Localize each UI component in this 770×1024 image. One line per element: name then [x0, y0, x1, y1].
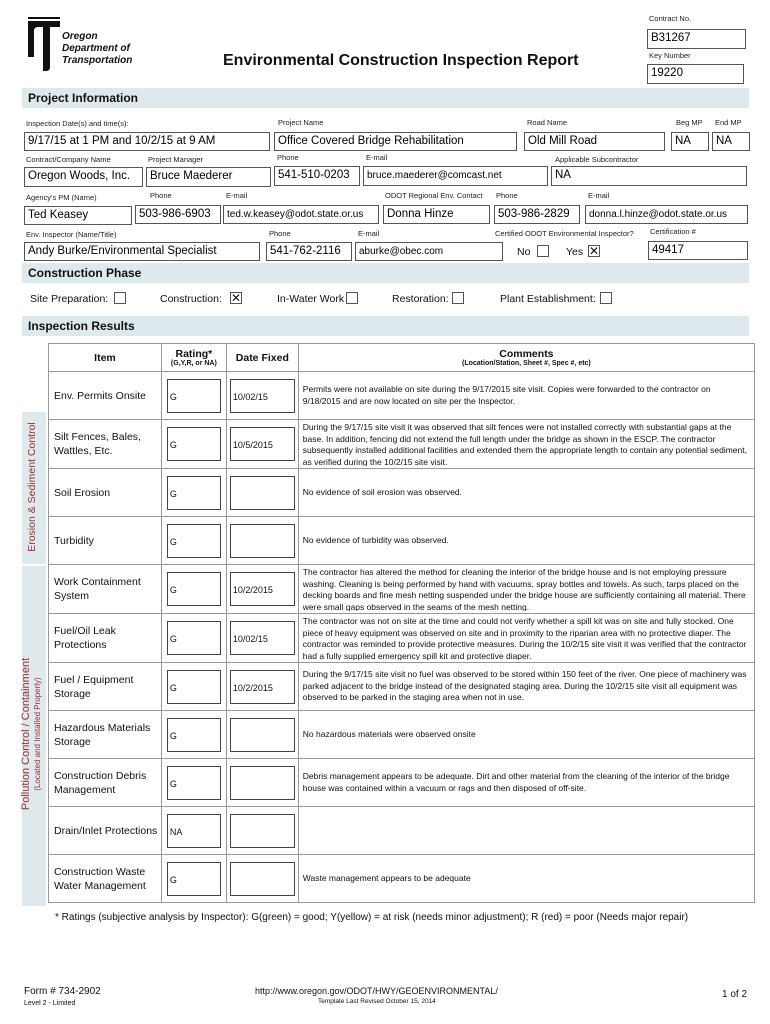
rating-field[interactable]: G: [167, 524, 221, 558]
rating-cell: [161, 807, 226, 855]
table-row: [49, 469, 755, 517]
rating-cell: [161, 855, 226, 903]
email1-field[interactable]: bruce.maederer@comcast.net: [363, 166, 548, 186]
email4-label: E-mail: [358, 229, 380, 238]
subcontractor-label: Applicable Subcontractor: [555, 155, 639, 164]
contractor-label: Contract/Company Name: [26, 155, 111, 164]
rating-cell: [161, 469, 226, 517]
table-row: [49, 372, 755, 420]
item-name: Soil Erosion: [49, 469, 162, 517]
col-item-header: Item: [49, 344, 162, 372]
agency-line: Oregon: [62, 31, 98, 42]
project-name-label: Project Name: [278, 118, 324, 127]
phase-construction-checkbox[interactable]: ✕: [231, 291, 242, 305]
email3-field[interactable]: donna.l.hinze@odot.state.or.us: [585, 205, 748, 224]
rating-cell: [161, 711, 226, 759]
agency-pm-field[interactable]: Ted Keasey: [24, 206, 132, 225]
rating-field[interactable]: G: [167, 379, 221, 413]
table-row: [49, 614, 755, 663]
end-mp-field[interactable]: NA: [712, 132, 750, 151]
form-level: Level 2 - Limited: [24, 1000, 76, 1007]
item-name: Silt Fences, Bales, Wattles, Etc.: [49, 420, 162, 469]
item-name: Construction Waste Water Management: [49, 855, 162, 903]
certification-label: Certification #: [650, 227, 696, 236]
table-row: [49, 855, 755, 903]
date-fixed-field[interactable]: 10/02/15: [230, 379, 295, 413]
date-fixed-field[interactable]: 10/2/2015: [230, 572, 295, 606]
comment-field[interactable]: Permits were not available on site during the 9/17/2015 site visit. Copies were forwarded to the contractor on 9/18/2015 and are now located on site per the Inspector.: [302, 384, 711, 406]
item-name: Hazardous Materials Storage: [49, 711, 162, 759]
phase-site-prep-label: Site Preparation:: [30, 293, 109, 305]
agency-line: Transportation: [62, 55, 133, 66]
comment-field[interactable]: During the 9/17/15 site visit it was observed that silt fences were not installed correctly with substantial gaps at the base. In addition, fencing did not extend the full length under the bridge as shown in the ESCP. The contractor subsequently installed additional facilities and extended them the appropriate length to contain any potential sediment, as verified during the 10/2/15 site visit.: [302, 422, 747, 466]
date-cell: [226, 663, 298, 711]
item-name: Construction Debris Management: [49, 759, 162, 807]
certification-field[interactable]: 49417: [648, 241, 748, 260]
agency-name: [62, 31, 132, 67]
beg-mp-field[interactable]: NA: [671, 132, 709, 151]
construction-phase-heading: Construction Phase: [22, 263, 749, 283]
date-fixed-field[interactable]: [230, 524, 295, 558]
project-info-heading: Project Information: [22, 88, 749, 108]
certified-yes-checkbox[interactable]: ✕: [589, 244, 600, 258]
email4-field[interactable]: aburke@obec.com: [355, 242, 503, 261]
report-title: Environmental Construction Inspection Report: [223, 52, 579, 69]
phase-in-water-checkbox[interactable]: [346, 292, 358, 304]
date-cell: [226, 420, 298, 469]
comment-cell: [298, 517, 754, 565]
env-inspector-field[interactable]: Andy Burke/Environmental Specialist: [24, 242, 260, 261]
table-row: [49, 565, 755, 614]
rating-cell: [161, 614, 226, 663]
rating-field[interactable]: G: [167, 718, 221, 752]
rating-field[interactable]: NA: [167, 814, 221, 848]
date-cell: [226, 372, 298, 420]
phone4-label: Phone: [269, 229, 291, 238]
date-fixed-field[interactable]: [230, 718, 295, 752]
email2-label: E-mail: [226, 191, 248, 200]
inspection-results-table: [48, 343, 755, 903]
comment-cell: [298, 807, 754, 855]
comment-cell: [298, 372, 754, 420]
date-fixed-field[interactable]: 10/02/15: [230, 621, 295, 655]
rating-field[interactable]: G: [167, 670, 221, 704]
phase-in-water-label: In-Water Work: [277, 293, 345, 305]
project-name-field[interactable]: Office Covered Bridge Rehabilitation: [274, 132, 517, 151]
agency-line: Department of: [62, 43, 130, 54]
road-name-label: Road Name: [527, 118, 568, 127]
col-comments-header: [298, 344, 754, 372]
comment-cell: [298, 855, 754, 903]
agency-pm-label: Agency's PM (Name): [26, 193, 97, 202]
phase-plant-label: Plant Establishment:: [500, 293, 596, 305]
date-fixed-field[interactable]: 10/2/2015: [230, 670, 295, 704]
comment-cell: [298, 663, 754, 711]
form-number: Form # 734-2902: [24, 986, 101, 997]
table-row: [49, 807, 755, 855]
subcontractor-field[interactable]: NA: [551, 166, 747, 186]
phase-restoration-label: Restoration:: [392, 293, 449, 305]
col-rating-header: [161, 344, 226, 372]
odot-logo-icon: [26, 17, 62, 73]
date-cell: [226, 855, 298, 903]
comment-cell: [298, 711, 754, 759]
rating-field[interactable]: G: [167, 862, 221, 896]
inspection-dates-label: Inspection Date(s) and time(s):: [26, 119, 129, 128]
group-pollution-label: [20, 564, 48, 904]
table-row: [49, 663, 755, 711]
beg-mp-label: Beg MP: [676, 118, 703, 127]
comment-cell: [298, 759, 754, 807]
project-manager-field[interactable]: Bruce Maederer: [146, 167, 271, 187]
contract-field[interactable]: B31267: [647, 29, 746, 49]
project-manager-label: Project Manager: [148, 155, 204, 164]
rating-cell: [161, 663, 226, 711]
end-mp-label: End MP: [715, 118, 742, 127]
odot-contact-field[interactable]: Donna Hinze: [383, 205, 490, 224]
road-name-field[interactable]: Old Mill Road: [524, 132, 665, 151]
phone3-field[interactable]: 503-986-2829: [494, 205, 580, 224]
env-inspector-label: Env. Inspector (Name/Title): [26, 230, 117, 239]
rating-cell: [161, 759, 226, 807]
phase-restoration-checkbox[interactable]: [452, 292, 464, 304]
phase-site-prep-checkbox[interactable]: [114, 292, 126, 304]
rating-cell: [161, 420, 226, 469]
date-cell: [226, 565, 298, 614]
comment-cell: [298, 420, 754, 469]
email1-label: E-mail: [366, 153, 388, 162]
date-cell: [226, 517, 298, 565]
page-number: 1 of 2: [722, 989, 748, 1000]
comment-field[interactable]: Waste management appears to be adequate: [302, 872, 471, 883]
rating-title: Rating*: [175, 348, 213, 360]
footer-url[interactable]: http://www.oregon.gov/ODOT/HWY/GEOENVIRONMENTAL/: [255, 986, 498, 996]
comments-subtitle: (Location/Station, Sheet #, Spec #, etc): [462, 360, 591, 367]
date-cell: [226, 469, 298, 517]
rating-field[interactable]: G: [167, 766, 221, 800]
comment-field[interactable]: The contractor has altered the method for cleaning the interior of the bridge house and is not employing pressure washing. Cleaning is being performed by hand with vacuums, spray bottles and towels. As such, tarps placed on the decking boards and fine mesh netting suspended under the bridge house are sufficiently containing all material. There were small gaps observed in the seams of the mesh netting.: [302, 567, 746, 611]
certified-label: Certified ODOT Environmental Inspector?: [495, 229, 634, 238]
comment-field[interactable]: No evidence of turbidity was observed.: [302, 534, 449, 545]
key-number-label: Key Number: [649, 51, 691, 60]
key-number-field[interactable]: 19220: [647, 64, 744, 84]
rating-field[interactable]: G: [167, 476, 221, 510]
date-fixed-field[interactable]: [230, 476, 295, 510]
item-name: Work Containment System: [49, 565, 162, 614]
table-row: [49, 759, 755, 807]
rating-subtitle: (G,Y,R, or NA): [170, 360, 217, 367]
table-row: [49, 517, 755, 565]
comment-cell: [298, 469, 754, 517]
date-cell: [226, 807, 298, 855]
item-name: Fuel/Oil Leak Protections: [49, 614, 162, 663]
date-fixed-field[interactable]: [230, 766, 295, 800]
footer-revised: Template Last Revised October 15, 2014: [318, 998, 436, 1005]
col-date-header: Date Fixed: [226, 344, 298, 372]
contractor-field[interactable]: Oregon Woods, Inc.: [24, 167, 143, 187]
date-fixed-field[interactable]: [230, 814, 295, 848]
date-cell: [226, 614, 298, 663]
comment-cell: [298, 614, 754, 663]
comment-cell: [298, 565, 754, 614]
rating-cell: [161, 372, 226, 420]
odot-contact-label: ODOT Regional Env. Contact: [385, 191, 483, 200]
phone4-field[interactable]: 541-762-2116: [266, 242, 352, 261]
date-fixed-field[interactable]: 10/5/2015: [230, 427, 295, 461]
date-fixed-field[interactable]: [230, 862, 295, 896]
phase-plant-checkbox[interactable]: [600, 292, 612, 304]
rating-cell: [161, 565, 226, 614]
rating-cell: [161, 517, 226, 565]
rating-field[interactable]: G: [167, 572, 221, 606]
phone2-label: Phone: [150, 191, 172, 200]
comment-field[interactable]: During the 9/17/15 site visit no fuel was observed to be stored within 150 feet of the river. One piece of machinery was parked adjacent to the bridge instead of the designated staging area. During the 10/2/15 site visit all equipment was observed to be parked in the staging area when not in use.: [302, 669, 747, 703]
inspection-results-heading: Inspection Results: [22, 316, 749, 336]
comment-field[interactable]: The contractor was not on site at the time and could not verify whether a spill kit was on site and fully stocked. One piece of heavy equipment was observed on site and in proximity to the riparian area with no protective diaper. The contractor was reminded to provide protective measures. During the 10/2/15 site visit it was verified that the contractor had a fully supplied emergency spill kit and protective diaper.: [302, 616, 747, 660]
comment-field[interactable]: No evidence of soil erosion was observed.: [302, 486, 463, 497]
item-name: Turbidity: [49, 517, 162, 565]
comments-title: Comments: [499, 348, 554, 360]
table-header-row: [49, 344, 755, 372]
date-cell: [226, 711, 298, 759]
phone2-field[interactable]: 503-986-6903: [135, 205, 221, 224]
email3-label: E-mail: [588, 191, 610, 200]
certified-yes-label: Yes: [566, 246, 584, 258]
item-name: Env. Permits Onsite: [49, 372, 162, 420]
item-name: Fuel / Equipment Storage: [49, 663, 162, 711]
contract-label: Contract No.: [649, 14, 692, 23]
phase-construction-label: Construction:: [160, 293, 222, 305]
inspection-dates-field[interactable]: 9/17/15 at 1 PM and 10/2/15 at 9 AM: [24, 132, 270, 151]
table-row: [49, 420, 755, 469]
certified-no-checkbox[interactable]: [537, 245, 549, 257]
date-cell: [226, 759, 298, 807]
comment-field[interactable]: Debris management appears to be adequate. Dirt and other material from the cleaning of the interior of the bridge house was contained within a vacuum or rags and then disposed of off-site.: [302, 771, 730, 793]
rating-field[interactable]: G: [167, 621, 221, 655]
item-name: Drain/Inlet Protections: [49, 807, 162, 855]
group-pollution-subtitle: (Located and Installed Properly): [33, 677, 42, 791]
phone1-field[interactable]: 541-510-0203: [274, 166, 360, 186]
ratings-footnote: * Ratings (subjective analysis by Inspector): G(green) = good; Y(yellow) = at risk (needs minor adjustment); R (red) = poor (Needs major repair): [55, 912, 689, 923]
comment-field[interactable]: No hazardous materials were observed onsite: [302, 728, 476, 739]
certified-no-label: No: [517, 246, 531, 258]
phone3-label: Phone: [496, 191, 518, 200]
rating-field[interactable]: G: [167, 427, 221, 461]
group-erosion-label: Erosion & Sediment Control: [26, 422, 38, 552]
group-pollution-title: Pollution Control / Containment: [20, 657, 32, 811]
phone1-label: Phone: [277, 153, 299, 162]
email2-field[interactable]: ted.w.keasey@odot.state.or.us: [223, 205, 379, 224]
table-row: [49, 711, 755, 759]
